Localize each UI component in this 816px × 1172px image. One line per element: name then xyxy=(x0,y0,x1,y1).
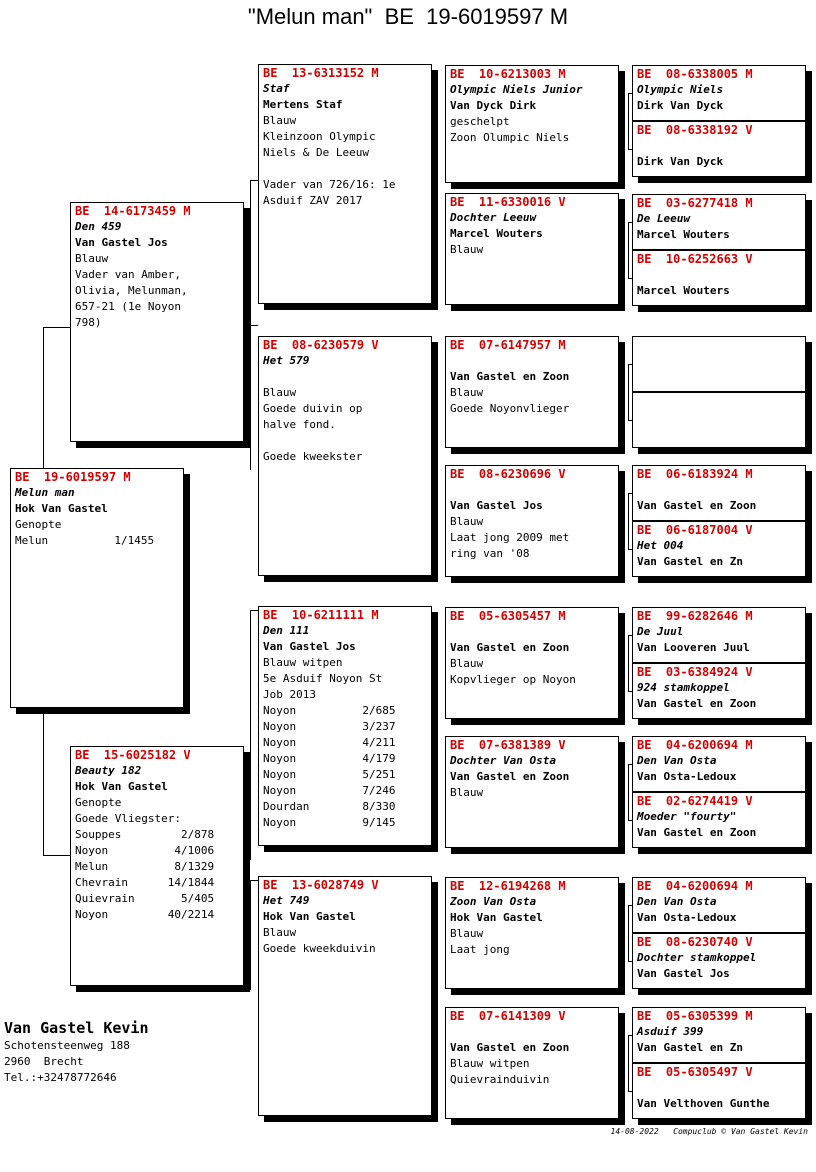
info-line: Melun 8/1329 xyxy=(75,860,215,873)
ring-number: BE 05-6305399 M xyxy=(637,1009,753,1023)
info-line: Goede kweekster xyxy=(263,450,363,463)
connector-line xyxy=(628,1035,629,1091)
ring-number: BE 19-6019597 M xyxy=(15,470,131,484)
breeder-line: Dirk Van Dyck xyxy=(637,155,724,168)
info-line: Blauw xyxy=(450,243,484,256)
pigeon-name-line: Dochter Leeuw xyxy=(450,211,537,224)
info-line: 657-21 (1e Noyon xyxy=(75,300,181,313)
ring-number: BE 12-6194268 M xyxy=(450,879,566,893)
info-line: Zoon Olumpic Niels xyxy=(450,131,570,144)
pigeon-name-line: Zoon Van Osta xyxy=(450,895,537,908)
pigeon-name-line: Asduif 399 xyxy=(637,1025,704,1038)
ring-number: BE 07-6141309 V xyxy=(450,1009,566,1023)
pigeon-name-line: 924 stamkoppel xyxy=(637,681,730,694)
connector-line xyxy=(43,855,70,856)
great-great-grandparent-card xyxy=(632,250,806,306)
grandparent-card xyxy=(258,606,432,846)
connector-line xyxy=(628,364,629,420)
info-line: Noyon 9/145 xyxy=(263,816,396,829)
breeder-line: Hok Van Gastel xyxy=(15,502,108,515)
owner-name: Van Gastel Kevin xyxy=(4,1019,149,1037)
pigeon-name-line xyxy=(637,482,801,498)
owner-address-city: 2960 Brecht xyxy=(4,1055,84,1068)
breeder-line: Van Gastel Jos xyxy=(450,499,543,512)
ring-number: BE 07-6381389 V xyxy=(450,738,566,752)
info-line: Olivia, Melunman, xyxy=(75,284,188,297)
ring-number: BE 03-6277418 M xyxy=(637,196,753,210)
pigeon-name-line: Den Van Osta xyxy=(637,895,717,908)
connector-line xyxy=(628,905,629,961)
great-great-grandparent-card xyxy=(632,465,806,521)
pigeon-name-line: Het 004 xyxy=(637,539,684,552)
connector-line xyxy=(43,327,70,328)
great-great-grandparent-card xyxy=(632,877,806,933)
breeder-line xyxy=(263,369,427,385)
ring-number: BE 10-6211111 M xyxy=(263,608,379,622)
ring-number: BE 07-6147957 M xyxy=(450,338,566,352)
ring-number: BE 08-6230696 V xyxy=(450,467,566,481)
breeder-line: Van Gastel en Zn xyxy=(637,555,743,568)
pigeon-name-line: Den Van Osta xyxy=(637,754,717,767)
info-line: Dourdan 8/330 xyxy=(263,800,396,813)
pigeon-name-line: Den 459 xyxy=(75,220,122,233)
ring-number: BE 02-6274419 V xyxy=(637,794,753,808)
great-great-grandparent-card xyxy=(632,933,806,989)
ring-number: BE 05-6305497 V xyxy=(637,1065,753,1079)
breeder-line: Van Osta-Ledoux xyxy=(637,911,737,924)
info-line: Kopvlieger op Noyon xyxy=(450,673,576,686)
connector-line xyxy=(43,708,44,855)
great-great-grandparent-card xyxy=(632,65,806,121)
subject-pigeon-card xyxy=(10,468,184,708)
connector-line xyxy=(250,880,258,881)
ring-number: BE 13-6028749 V xyxy=(263,878,379,892)
footer-credit: 14-08-2022 Compuclub © Van Gastel Kevin xyxy=(610,1127,808,1136)
info-line: Noyon 4/1006 xyxy=(75,844,215,857)
connector-line xyxy=(628,764,629,820)
breeder-line: Hok Van Gastel xyxy=(263,910,356,923)
ring-number: BE 04-6200694 M xyxy=(637,879,753,893)
info-line: Job 2013 xyxy=(263,688,316,701)
great-grandparent-card xyxy=(445,1007,619,1119)
great-great-grandparent-card xyxy=(632,121,806,177)
ring-number: BE 10-6252663 V xyxy=(637,252,753,266)
great-great-grandparent-card xyxy=(632,1063,806,1119)
breeder-line: Van Velthoven Gunthe xyxy=(637,1097,770,1110)
ring-number: BE 06-6183924 M xyxy=(637,467,753,481)
breeder-line: Dirk Van Dyck xyxy=(637,99,724,112)
ring-number: BE 10-6213003 M xyxy=(450,67,566,81)
info-line: Noyon 4/211 xyxy=(263,736,396,749)
connector-line xyxy=(250,325,258,326)
connector-line xyxy=(43,327,44,470)
connector-line xyxy=(250,610,258,611)
info-line: Genopte xyxy=(75,796,122,809)
info-line: Genopte xyxy=(15,518,62,531)
pigeon-name-line xyxy=(637,1080,801,1096)
breeder-line: Van Dyck Dirk xyxy=(450,99,537,112)
great-great-grandparent-card xyxy=(632,521,806,577)
ring-number: BE 03-6384924 V xyxy=(637,665,753,679)
connector-line xyxy=(628,493,629,549)
ring-number: BE 14-6173459 M xyxy=(75,204,191,218)
pigeon-name-line: Den 111 xyxy=(263,624,310,637)
info-line: Noyon 2/685 xyxy=(263,704,396,717)
great-grandparent-card xyxy=(445,877,619,989)
pigeon-name-line: Olympic Niels Junior xyxy=(450,83,583,96)
grandparent-card xyxy=(258,876,432,1116)
breeder-line: Van Gastel Jos xyxy=(263,640,356,653)
breeder-line: Van Osta-Ledoux xyxy=(637,770,737,783)
info-line: Asduif ZAV 2017 xyxy=(263,194,363,207)
great-great-grandparent-card xyxy=(632,1007,806,1063)
info-line: Blauw xyxy=(75,252,109,265)
connector-line xyxy=(250,610,251,860)
connector-line xyxy=(437,396,438,458)
ring-number: BE 08-6338192 V xyxy=(637,123,753,137)
great-grandparent-card xyxy=(445,465,619,577)
info-line: Blauw witpen xyxy=(263,656,343,669)
info-line: Vader van Amber, xyxy=(75,268,181,281)
great-grandparent-card xyxy=(445,65,619,183)
info-line: 5e Asduif Noyon St xyxy=(263,672,383,685)
info-line: halve fond. xyxy=(263,418,336,431)
info-line: Blauw xyxy=(263,926,297,939)
breeder-line: Van Gastel en Zoon xyxy=(637,697,757,710)
connector-line xyxy=(437,125,438,193)
info-line: Noyon 7/246 xyxy=(263,784,396,797)
info-line: Kleinzoon Olympic xyxy=(263,130,376,143)
great-grandparent-card xyxy=(445,736,619,848)
info-line: Laat jong xyxy=(450,943,510,956)
mother-card xyxy=(70,746,244,986)
father-card xyxy=(70,202,244,442)
info-line: Blauw xyxy=(450,927,484,940)
info-line: Blauw xyxy=(450,657,484,670)
pigeon-name-line xyxy=(450,1024,614,1040)
connector-line xyxy=(250,880,251,990)
pigeon-name-line: Staf xyxy=(263,82,290,95)
pigeon-name-line: De Juul xyxy=(637,625,684,638)
pigeon-name-line: Het 749 xyxy=(263,894,310,907)
info-line: Goede Noyonvlieger xyxy=(450,402,570,415)
great-great-grandparent-card xyxy=(632,336,806,392)
info-line: Goede duivin op xyxy=(263,402,363,415)
breeder-line: Van Gastel en Zoon xyxy=(450,770,570,783)
info-line: Laat jong 2009 met xyxy=(450,531,570,544)
great-great-grandparent-card xyxy=(632,663,806,719)
connector-line xyxy=(250,180,258,181)
ring-number: BE 05-6305457 M xyxy=(450,609,566,623)
owner-block xyxy=(4,1018,149,1086)
great-grandparent-card xyxy=(445,336,619,448)
connector-line xyxy=(250,325,251,470)
grandparent-card xyxy=(258,336,432,576)
info-line: Niels & De Leeuw xyxy=(263,146,369,159)
ring-number: BE 08-6338005 M xyxy=(637,67,753,81)
pigeon-name-line: De Leeuw xyxy=(637,212,690,225)
pigeon-name-line: Beauty 182 xyxy=(75,764,142,777)
info-line: Blauw xyxy=(263,114,297,127)
breeder-line: Marcel Wouters xyxy=(637,284,730,297)
ring-number: BE 08-6230740 V xyxy=(637,935,753,949)
info-line: Blauw xyxy=(450,386,484,399)
great-great-grandparent-card xyxy=(632,392,806,448)
pigeon-name-line: Dochter Van Osta xyxy=(450,754,556,767)
info-line: Souppes 2/878 xyxy=(75,828,215,841)
ring-number: BE 08-6230579 V xyxy=(263,338,379,352)
owner-address-street: Schotensteenweg 188 xyxy=(4,1039,130,1052)
ring-number: BE 04-6200694 M xyxy=(637,738,753,752)
info-line: Noyon 40/2214 xyxy=(75,908,215,921)
ring-number: BE 13-6313152 M xyxy=(263,66,379,80)
breeder-line: Van Gastel en Zoon xyxy=(450,370,570,383)
pigeon-name-line: Olympic Niels xyxy=(637,83,724,96)
info-line: Noyon 3/237 xyxy=(263,720,396,733)
info-line xyxy=(263,433,427,449)
breeder-line: Van Gastel en Zn xyxy=(637,1041,743,1054)
connector-line xyxy=(628,93,629,149)
pigeon-name-line xyxy=(450,482,614,498)
info-line: Melun 1/1455 xyxy=(15,534,155,547)
great-great-grandparent-card xyxy=(632,607,806,663)
breeder-line: Van Gastel en Zoon xyxy=(450,641,570,654)
pedigree-title: "Melun man" BE 19-6019597 M xyxy=(247,4,569,29)
connector-line xyxy=(437,667,438,729)
info-line: Blauw xyxy=(263,386,297,399)
breeder-line: Hok Van Gastel xyxy=(450,911,543,924)
info-line: Goede kweekduivin xyxy=(263,942,376,955)
owner-phone: Tel.:+32478772646 xyxy=(4,1071,117,1084)
pigeon-name-line: Moeder "fourty" xyxy=(637,810,737,823)
info-line: 798) xyxy=(75,316,102,329)
great-great-grandparent-card xyxy=(632,736,806,792)
breeder-line: Van Gastel en Zoon xyxy=(450,1041,570,1054)
connector-line xyxy=(437,937,438,999)
info-line: Quievrain 5/405 xyxy=(75,892,215,905)
info-line: Noyon 4/179 xyxy=(263,752,396,765)
breeder-line: Van Gastel en Zoon xyxy=(637,499,757,512)
breeder-line: Marcel Wouters xyxy=(450,227,543,240)
info-line: Vader van 726/16: 1e xyxy=(263,178,396,191)
ring-number: BE 11-6330016 V xyxy=(450,195,566,209)
info-line: Goede Vliegster: xyxy=(75,812,181,825)
connector-line xyxy=(628,635,629,691)
info-line: Noyon 5/251 xyxy=(263,768,396,781)
info-line: Blauw xyxy=(450,515,484,528)
info-line: ring van '08 xyxy=(450,547,530,560)
breeder-line: Marcel Wouters xyxy=(637,228,730,241)
info-line: Chevrain 14/1844 xyxy=(75,876,215,889)
info-line: Quievrainduivin xyxy=(450,1073,550,1086)
great-grandparent-card xyxy=(445,607,619,719)
pigeon-name-line xyxy=(450,353,614,369)
info-line xyxy=(263,161,427,177)
pigeon-name-line: Melun man xyxy=(15,486,75,499)
breeder-line: Van Looveren Juul xyxy=(637,641,750,654)
info-line: geschelpt xyxy=(450,115,510,128)
breeder-line: Van Gastel Jos xyxy=(75,236,168,249)
breeder-line: Mertens Staf xyxy=(263,98,343,111)
pigeon-name-line: Dochter stamkoppel xyxy=(637,951,757,964)
ring-number: BE 06-6187004 V xyxy=(637,523,753,537)
pigeon-name-line xyxy=(450,624,614,640)
breeder-line: Van Gastel en Zoon xyxy=(637,826,757,839)
ring-number: BE 99-6282646 M xyxy=(637,609,753,623)
info-line: Blauw xyxy=(450,786,484,799)
great-great-grandparent-card xyxy=(632,792,806,848)
ring-number: BE 15-6025182 V xyxy=(75,748,191,762)
breeder-line: Van Gastel Jos xyxy=(637,967,730,980)
info-line: Blauw witpen xyxy=(450,1057,530,1070)
pigeon-name-line xyxy=(637,138,801,154)
breeder-line: Hok Van Gastel xyxy=(75,780,168,793)
great-great-grandparent-card xyxy=(632,194,806,250)
pigeon-name-line xyxy=(637,267,801,283)
grandparent-card xyxy=(258,64,432,304)
great-grandparent-card xyxy=(445,193,619,305)
connector-line xyxy=(628,222,629,278)
pigeon-name-line: Het 579 xyxy=(263,354,310,367)
